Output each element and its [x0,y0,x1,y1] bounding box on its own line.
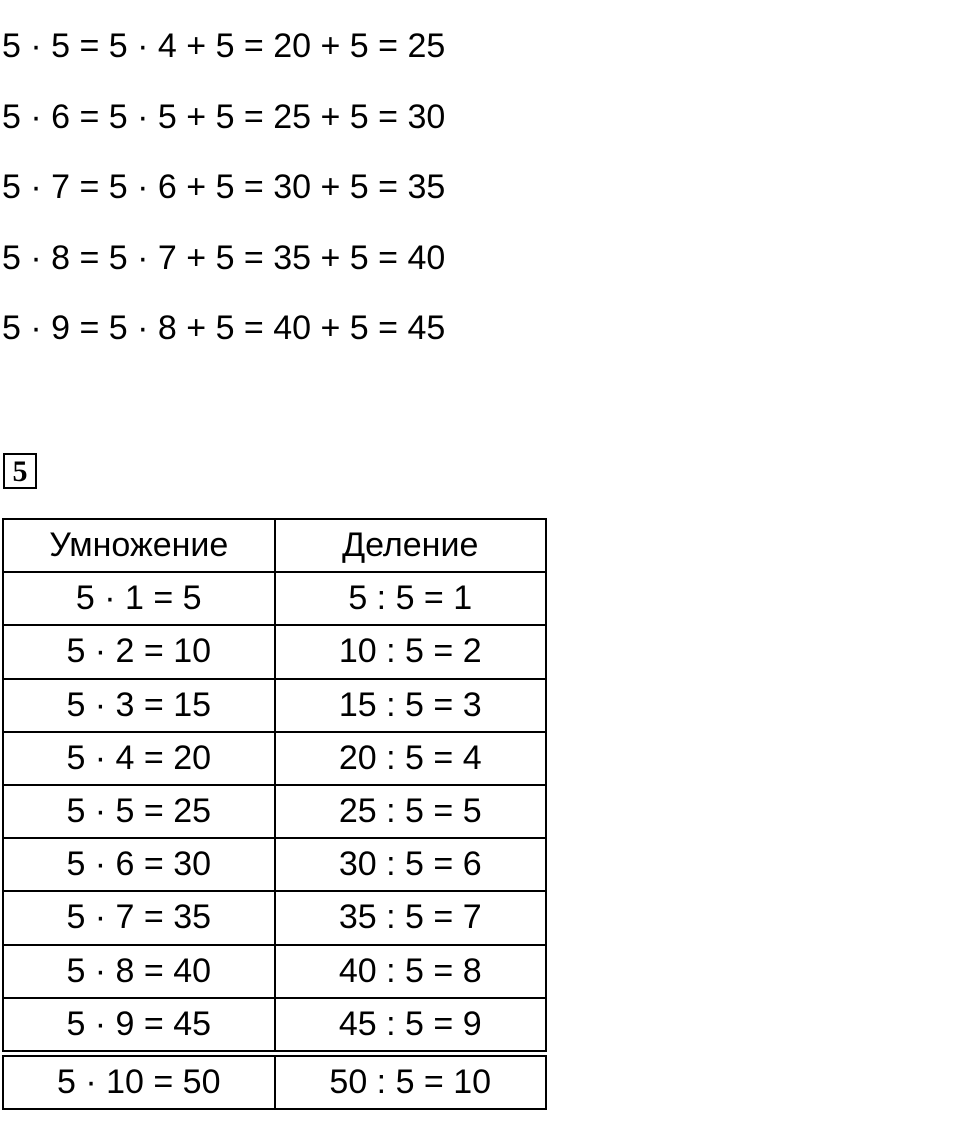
table-row [3,891,546,944]
cell-multiplication: 5 · 3 = 15 [3,679,275,732]
cell-multiplication: 5 · 8 = 40 [3,945,275,998]
cell-division: 30 : 5 = 6 [275,838,547,891]
table-main [2,518,547,1052]
table-row [3,1056,546,1109]
cell-multiplication: 5 · 6 = 30 [3,838,275,891]
equation-list [2,22,445,375]
cell-division: 40 : 5 = 8 [275,945,547,998]
cell-division: 15 : 5 = 3 [275,679,547,732]
cell-multiplication: 5 · 2 = 10 [3,625,275,678]
cell-multiplication: 5 · 5 = 25 [3,785,275,838]
task-number-badge: 5 [3,453,37,489]
equation-line: 5 · 7 = 5 · 6 + 5 = 30 + 5 = 35 [2,168,446,206]
equation-line: 5 · 8 = 5 · 7 + 5 = 35 + 5 = 40 [2,238,446,277]
cell-division: 10 : 5 = 2 [275,625,547,678]
table-row [3,945,546,998]
table-extra-row [2,1055,547,1110]
cell-division: 5 : 5 = 1 [275,572,547,625]
multiplication-division-table [2,518,547,1110]
table-row [3,998,546,1051]
table-header-row [3,519,546,572]
header-division: Деление [275,519,547,572]
equation-line: 5 · 5 = 5 · 4 + 5 = 20 + 5 = 25 [2,27,446,65]
table-row [3,838,546,891]
table-row [3,679,546,732]
cell-multiplication: 5 · 4 = 20 [3,732,275,785]
cell-division: 45 : 5 = 9 [275,998,547,1051]
cell-multiplication: 5 · 1 = 5 [3,572,275,625]
table-row [3,785,546,838]
cell-division: 50 : 5 = 10 [275,1056,547,1109]
cell-division: 25 : 5 = 5 [275,785,547,838]
equation-line: 5 · 9 = 5 · 8 + 5 = 40 + 5 = 45 [2,309,446,347]
header-multiplication: Умножение [3,519,275,572]
table-row [3,625,546,678]
cell-multiplication: 5 · 7 = 35 [3,891,275,944]
cell-multiplication: 5 · 9 = 45 [3,998,275,1051]
table-row [3,572,546,625]
cell-division: 35 : 5 = 7 [275,891,547,944]
table-row [3,732,546,785]
cell-division: 20 : 5 = 4 [275,732,547,785]
equation-line: 5 · 6 = 5 · 5 + 5 = 25 + 5 = 30 [2,97,446,136]
cell-multiplication: 5 · 10 = 50 [3,1056,275,1109]
